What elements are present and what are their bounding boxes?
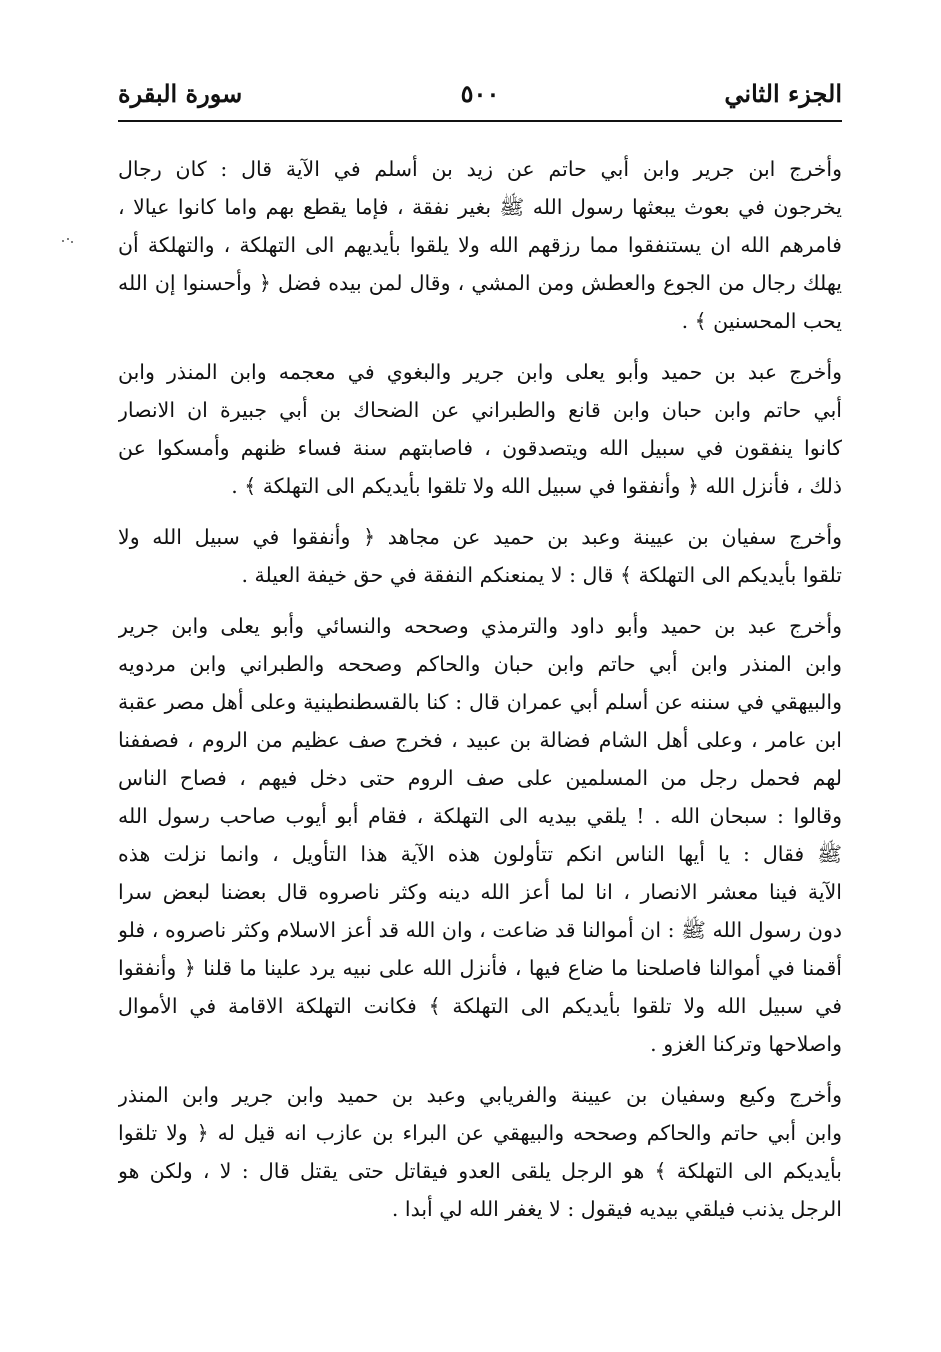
text-line: أقمنا في أموالنا فاصلحنا ما ضاع فيها ، فأنزل الله على نبيه يرد علينا ما قلنا ﴿ وأنفقوا [118, 956, 842, 980]
text-line: الرجل يذنب فيلقي بيديه فيقول : لا يغفر الله لي أبدا . [391, 1197, 842, 1221]
page-number: ٥٠٠ [460, 79, 500, 108]
text-line: يخرجون في بعوث يبعثها رسول الله ﷺ بغير نفقة ، فإما يقطع بهم واما كانوا عيالا ، [118, 195, 842, 219]
running-header [118, 74, 842, 122]
text-line: لهم فحمل رجل من المسلمين على صف الروم حتى دخل فيهم ، فصاح الناس [118, 766, 842, 790]
text-line: وأخرج عبد بن حميد وأبو داود والترمذي وصححه والنسائي وأبو يعلى وابن جرير [118, 614, 842, 638]
surah-title: سورة البقرة [118, 79, 243, 108]
text-line: في سبيل الله ولا تلقوا بأيديكم الى التهلكة ﴾ فكانت التهلكة الاقامة في الأموال [118, 994, 842, 1018]
text-line: أبي حاتم وابن حبان وابن قانع والطبراني عن الضحاك بن أبي جبيرة ان الانصار [118, 398, 842, 422]
text-line: بأيديكم الى التهلكة ﴾ هو الرجل يلقى العدو فيقاتل حتى يقتل قال : لا ، ولكن هو [118, 1159, 842, 1183]
text-line: دون رسول الله ﷺ : ان أموالنا قد ضاعت ، وان الله قد أعز الاسلام وكثر ناصروه ، فلو [118, 918, 842, 942]
text-line: يحب المحسنين ﴾ . [681, 309, 842, 333]
text-line: وأخرج وكيع وسفيان بن عيينة والفريابي وعبد بن حميد وابن جرير وابن المنذر [118, 1083, 842, 1107]
text-line: تلقوا بأيديكم الى التهلكة ﴾ قال : لا يمنعنكم النفقة في حق خيفة العيلة . [241, 563, 842, 587]
text-line: الآية فينا معشر الانصار ، انا لما أعز الله دينه وكثر ناصروه قال بعضنا لبعض سرا [118, 880, 842, 904]
page-body [118, 150, 842, 1300]
text-line: ﷺ فقال : يا أيها الناس انكم تتأولون هذه الآية هذا التأويل ، وانما نزلت هذه [118, 842, 842, 866]
text-line: وابن أبي حاتم والحاكم وصححه والبيهقي عن البراء بن عازب انه قيل له ﴿ ولا تلقوا [118, 1121, 842, 1145]
text-line: وأخرج عبد بن حميد وأبو يعلى وابن جرير والبغوي في معجمه وابن المنذر وابن [118, 360, 842, 384]
paragraph-3 [118, 518, 842, 594]
text-line: وقالوا : سبحان الله . ! يلقي بيديه الى التهلكة ، فقام أبو أيوب صاحب رسول الله [118, 804, 842, 828]
text-line: وأخرج ابن جرير وابن أبي حاتم عن زيد بن أسلم في الآية قال : كان رجال [118, 157, 842, 181]
text-line: وابن المنذر وابن أبي حاتم وابن حبان والحاكم وصححه والطبراني وابن مردويه [118, 652, 842, 676]
scan-speck [62, 238, 74, 244]
text-line: واصلاحها وتركنا الغزو . [650, 1032, 842, 1056]
text-line: ذلك ، فأنزل الله ﴿ وأنفقوا في سبيل الله ولا تلقوا بأيديكم الى التهلكة ﴾ . [231, 474, 842, 498]
paragraph-1 [118, 150, 842, 340]
text-line: فامرهم الله ان يستنفقوا مما رزقهم الله ولا يلقوا بأيديهم الى التهلكة ، والتهلكة أن [118, 233, 842, 257]
paragraph-2 [118, 353, 842, 505]
text-line: يهلك رجال من الجوع والعطش ومن المشي ، وقال لمن بيده فضل ﴿ وأحسنوا إن الله [118, 271, 842, 295]
paragraph-4 [118, 607, 842, 1063]
text-line: كانوا ينفقون في سبيل الله ويتصدقون ، فاصابتهم سنة فساء ظنهم وأمسكوا عن [118, 436, 842, 460]
part-title: الجزء الثاني [724, 79, 842, 108]
paragraph-5 [118, 1076, 842, 1228]
text-line: ابن عامر ، وعلى أهل الشام فضالة بن عبيد ، فخرج صف عظيم من الروم ، فصففنا [118, 728, 842, 752]
text-line: وأخرج سفيان بن عيينة وعبد بن حميد عن مجاهد ﴿ وأنفقوا في سبيل الله ولا [118, 525, 842, 549]
text-line: والبيهقي في سننه عن أسلم أبي عمران قال : كنا بالقسطنطينية وعلى أهل مصر عقبة [118, 690, 842, 714]
